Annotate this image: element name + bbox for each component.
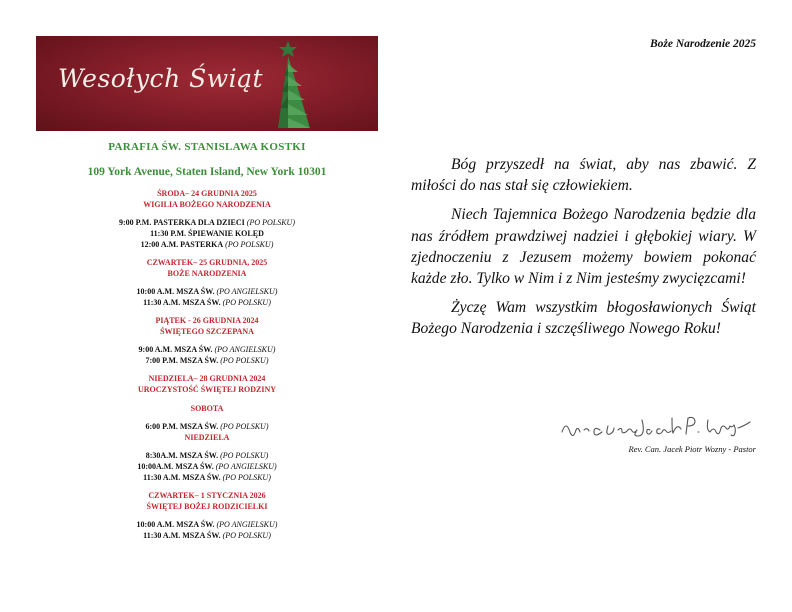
schedule-heading: NIEDZIELA: [184, 433, 230, 442]
schedule-line: [36, 239, 378, 250]
signature-caption: Rev. Can. Jacek Piotr Wozny - Pastor: [628, 444, 756, 454]
schedule-block: [36, 257, 378, 315]
spacer: [36, 366, 378, 373]
schedule-heading: PIĄTEK - 26 GRUDNIA 2024: [155, 316, 259, 325]
spacer: [36, 210, 378, 217]
schedule-heading: CZWARTEK– 1 STYCZNIA 2026: [148, 491, 266, 500]
mass-time: 9:00 A.M. MSZA ŚW.: [138, 345, 213, 354]
language-note: (PO POLSKU): [222, 473, 271, 482]
schedule-line: [36, 519, 378, 530]
language-note: (PO POLSKU): [220, 451, 269, 460]
schedule-block: [36, 188, 378, 257]
letter-body: [411, 154, 756, 348]
banner-greeting: Wesołych Świąt: [58, 64, 264, 93]
language-note: (PO POLSKU): [225, 240, 274, 249]
schedule-heading: BOŻE NARODZENIA: [167, 269, 247, 278]
mass-time: 11:30 P.M. ŚPIEWANIE KOLĘD: [150, 229, 264, 238]
language-note: (PO POLSKU): [220, 356, 269, 365]
schedule-heading: ŚWIĘTEGO SZCZEPANA: [160, 327, 254, 336]
spacer: [36, 512, 378, 519]
parish-address: 109 York Avenue, Staten Island, New York 10301: [87, 166, 327, 178]
letter-date: Boże Narodzenie 2025: [649, 38, 756, 50]
spacer: [36, 395, 378, 403]
schedule-block: [36, 432, 378, 490]
schedule-block: [36, 315, 378, 373]
mass-time: 6:00 P.M. MSZA ŚW.: [145, 422, 219, 431]
christmas-banner: [36, 36, 378, 131]
schedule-line: [36, 472, 378, 483]
mass-schedule: [36, 188, 378, 541]
letter-paragraph: Bóg przyszedł na świat, aby nas zbawić. Z miłości do nas stał się człowiekiem.: [411, 156, 756, 195]
schedule-line: [36, 461, 378, 472]
spacer: [36, 483, 378, 490]
schedule-line: [36, 217, 378, 228]
schedule-line: [36, 421, 378, 432]
schedule-heading: CZWARTEK– 25 GRUDNIA, 2025: [146, 258, 268, 267]
schedule-heading: ŚWIĘTEJ BOŻEJ RODZICIELKI: [146, 502, 268, 511]
schedule-heading: ŚRODA– 24 GRUDNIA 2025: [157, 189, 257, 198]
schedule-line: [36, 530, 378, 541]
mass-time: 11:30 A.M. MSZA ŚW.: [143, 298, 221, 307]
schedule-line: [36, 450, 378, 461]
schedule-heading: UROCZYSTOŚĆ ŚWIĘTEJ RODZINY: [137, 385, 277, 394]
mass-time: 11:30 A.M. MSZA ŚW.: [143, 473, 221, 482]
mass-time: 10:00 A.M. MSZA ŚW.: [136, 287, 215, 296]
christmas-tree-icon: [258, 38, 328, 130]
schedule-heading: WIGILIA BOŻEGO NARODZENIA: [143, 200, 271, 209]
mass-time: 8:30A.M. MSZA ŚW.: [145, 451, 219, 460]
schedule-line: [36, 344, 378, 355]
schedule-block: [36, 373, 378, 403]
schedule-line: [36, 355, 378, 366]
mass-time: 9:00 P.M. PASTERKA DLA DZIECI: [118, 218, 245, 227]
spacer: [36, 337, 378, 344]
mass-time: 10:00 A.M. MSZA ŚW.: [136, 520, 215, 529]
language-note: (PO ANGIELSKU): [216, 287, 278, 296]
schedule-line: [36, 286, 378, 297]
schedule-line: [36, 228, 378, 239]
spacer: [36, 250, 378, 257]
language-note: (PO POLSKU): [222, 298, 271, 307]
mass-time: 11:30 A.M. MSZA ŚW.: [143, 531, 221, 540]
schedule-heading: NIEDZIELA– 28 GRUDNIA 2024: [148, 374, 266, 383]
spacer: [36, 414, 378, 421]
mass-time: 10:00A.M. MSZA ŚW.: [137, 462, 214, 471]
mass-time: 7:00 P.M. MSZA ŚW.: [145, 356, 219, 365]
mass-time: 12:00 A.M. PASTERKA: [140, 240, 224, 249]
language-note: (PO POLSKU): [220, 422, 269, 431]
language-note: (PO POLSKU): [222, 531, 271, 540]
language-note: (PO ANGIELSKU): [216, 520, 278, 529]
schedule-block: [36, 490, 378, 541]
handwritten-signature: [560, 414, 760, 442]
language-note: (PO ANGIELSKU): [215, 462, 277, 471]
spacer: [36, 443, 378, 450]
language-note: (PO POLSKU): [246, 218, 295, 227]
spacer: [36, 308, 378, 315]
spacer: [36, 279, 378, 286]
parish-name: PARAFIA ŚW. STANISLAWA KOSTKI: [108, 141, 306, 153]
letter-paragraph: Życzę Wam wszystkim błogosławionych Świąt Bożego Narodzenia i szczęśliwego Nowego Roku!: [411, 299, 756, 338]
schedule-line: [36, 297, 378, 308]
language-note: (PO ANGIELSKU): [214, 345, 276, 354]
letter-paragraph: Niech Tajemnica Bożego Narodzenia będzie dla nas źródłem prawdziwej nadziei i głębokiej wiary. W zjednoczeniu z Jezusem możemy bowiem pokonać każde zło. Tylko w Nim i z Nim jesteśmy zwycięzcami!: [411, 206, 756, 288]
schedule-block: [36, 403, 378, 432]
schedule-heading: SOBOTA: [190, 404, 224, 413]
